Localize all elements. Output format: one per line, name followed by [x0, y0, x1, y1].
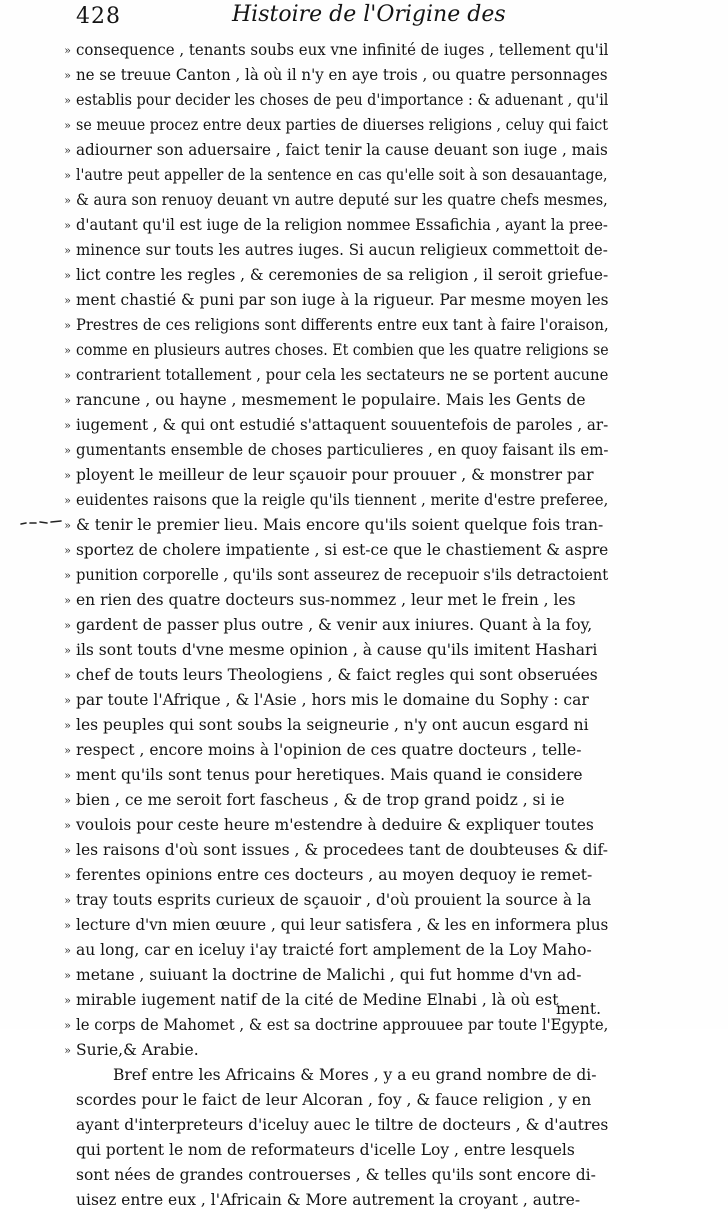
text-line — [55, 888, 615, 913]
text-line — [55, 1138, 615, 1163]
quote-marker: » — [64, 244, 71, 257]
line-text: consequence , tenants soubs eux vne infinité de iuges , tellement qu'il — [76, 41, 609, 59]
quote-marker: » — [64, 919, 71, 932]
text-line — [55, 738, 615, 763]
text-line — [55, 63, 615, 88]
text-line — [55, 638, 615, 663]
catchword: ment. — [556, 1000, 602, 1018]
quote-marker: » — [64, 194, 71, 207]
quote-marker: » — [64, 544, 71, 557]
quote-marker: » — [64, 119, 71, 132]
text-line — [55, 863, 615, 888]
text-line — [55, 588, 615, 613]
text-line — [55, 263, 615, 288]
quote-marker: » — [64, 44, 71, 57]
text-line — [55, 538, 615, 563]
line-text: ment qu'ils sont tenus pour heretiques. Mais quand ie considere — [76, 766, 583, 784]
line-text: ils sont touts d'vne mesme opinion , à cause qu'ils imitent Hashari — [76, 641, 598, 659]
text-line — [55, 288, 615, 313]
text-line — [55, 88, 615, 113]
line-text: ayant d'interpreteurs d'iceluy auec le tiltre de docteurs , & d'autres — [76, 1116, 609, 1134]
text-line — [55, 788, 615, 813]
quote-marker: » — [64, 894, 71, 907]
line-text: tray touts esprits curieux de sçauoir , d'où prouient la source à la — [76, 891, 592, 909]
line-text: uisez entre eux , l'Africain & More autrement la croyant , autre- — [76, 1191, 581, 1209]
quote-marker: » — [64, 594, 71, 607]
line-text: contrarient totallement , pour cela les sectateurs ne se portent aucune — [76, 366, 609, 384]
text-line — [55, 1013, 615, 1038]
text-line — [55, 213, 615, 238]
text-line — [55, 813, 615, 838]
quote-marker: » — [64, 569, 71, 582]
quote-marker: » — [64, 294, 71, 307]
text-line — [55, 613, 615, 638]
quote-marker: » — [64, 269, 71, 282]
text-line — [55, 1188, 615, 1213]
line-text: euidentes raisons que la reigle qu'ils tiennent , merite d'estre preferee, — [76, 491, 609, 509]
quote-marker: » — [64, 519, 71, 532]
quote-marker: » — [64, 844, 71, 857]
line-text: gardent de passer plus outre , & venir aux iniures. Quant à la foy, — [76, 616, 593, 634]
line-text: punition corporelle , qu'ils sont asseurez de recepuoir s'ils detractoient — [76, 566, 609, 584]
quote-marker: » — [64, 1044, 71, 1057]
text-line — [55, 38, 615, 63]
quote-marker: » — [64, 644, 71, 657]
text-line — [55, 713, 615, 738]
quote-marker: » — [64, 144, 71, 157]
line-text: chef de touts leurs Theologiens , & faict regles qui sont obseruées — [76, 666, 598, 684]
text-line — [55, 1063, 615, 1088]
quote-marker: » — [64, 994, 71, 1007]
line-text: voulois pour ceste heure m'estendre à deduire & expliquer toutes — [76, 816, 594, 834]
quote-marker: » — [64, 394, 71, 407]
line-text: & aura son renuoy deuant vn autre deputé sur les quatre chefs mesmes, — [76, 191, 608, 209]
text-line — [55, 163, 615, 188]
quote-marker: » — [64, 369, 71, 382]
line-text: ment chastié & puni par son iuge à la rigueur. Par mesme moyen les — [76, 291, 609, 309]
line-text: sportez de cholere impatiente , si est-ce que le chastiement & aspre — [76, 541, 609, 559]
line-text: gumentants ensemble de choses particulieres , en quoy faisant ils em- — [76, 441, 609, 459]
text-line — [55, 763, 615, 788]
quote-marker: » — [64, 219, 71, 232]
quote-marker: » — [64, 869, 71, 882]
body-text — [55, 38, 615, 1213]
text-line — [55, 338, 615, 363]
line-text: qui portent le nom de reformateurs d'icelle Loy , entre lesquels — [76, 1141, 575, 1159]
text-line — [55, 838, 615, 863]
page-number: 428 — [76, 4, 121, 29]
text-line — [55, 463, 615, 488]
text-line — [55, 1088, 615, 1113]
quote-marker: » — [64, 744, 71, 757]
line-text: rancune , ou hayne , mesmement le populaire. Mais les Gents de — [76, 391, 586, 409]
line-text: Surie,& Arabie. — [76, 1041, 199, 1059]
text-line — [55, 438, 615, 463]
text-line — [55, 1113, 615, 1138]
quote-marker: » — [64, 694, 71, 707]
quote-marker: » — [64, 69, 71, 82]
line-text: ferentes opinions entre ces docteurs , au moyen dequoy ie remet- — [76, 866, 593, 884]
text-line — [55, 388, 615, 413]
text-line — [55, 513, 615, 538]
line-text: par toute l'Afrique , & l'Asie , hors mis le domaine du Sophy : car — [76, 691, 589, 709]
running-head: Histoire de l'Origine des — [232, 2, 506, 27]
quote-marker: » — [64, 94, 71, 107]
text-line — [55, 188, 615, 213]
quote-marker: » — [64, 619, 71, 632]
text-line — [55, 1163, 615, 1188]
line-text: lict contre les regles , & ceremonies de sa religion , il seroit griefue- — [76, 266, 609, 284]
line-text: sont nées de grandes controuerses , & telles qu'ils sont encore di- — [76, 1166, 596, 1184]
line-text: Prestres de ces religions sont differents entre eux tant à faire l'oraison, — [76, 316, 609, 334]
line-text: l'autre peut appeller de la sentence en cas qu'elle soit à son desauantage, — [76, 166, 608, 184]
line-text: respect , encore moins à l'opinion de ces quatre docteurs , telle- — [76, 741, 582, 759]
text-line — [55, 963, 615, 988]
text-line — [55, 113, 615, 138]
line-text: comme en plusieurs autres choses. Et combien que les quatre religions se — [76, 341, 609, 359]
line-text: les raisons d'où sont issues , & procedees tant de doubteuses & dif- — [76, 841, 608, 859]
text-line — [55, 238, 615, 263]
line-text: establis pour decider les choses de peu d'importance : & aduenant , qu'il — [76, 91, 609, 109]
text-line — [55, 313, 615, 338]
line-text: les peuples qui sont soubs la seigneurie , n'y ont aucun esgard ni — [76, 716, 589, 734]
line-text: adiourner son aduersaire , faict tenir la cause deuant son iuge , mais — [76, 141, 608, 159]
line-text: se meuue procez entre deux parties de diuerses religions , celuy qui faict — [76, 116, 609, 134]
line-text: iugement , & qui ont estudié s'attaquent souuentefois de paroles , ar- — [76, 416, 609, 434]
quote-marker: » — [64, 319, 71, 332]
quote-marker: » — [64, 819, 71, 832]
line-text: Bref entre les Africains & Mores , y a eu grand nombre de di- — [113, 1066, 597, 1084]
text-line — [55, 938, 615, 963]
text-line — [55, 663, 615, 688]
text-line — [55, 138, 615, 163]
text-line — [55, 363, 615, 388]
line-text: mirable iugement natif de la cité de Medine Elnabi , là où est — [76, 991, 559, 1009]
quote-marker: » — [64, 469, 71, 482]
text-line — [55, 988, 615, 1013]
line-text: metane , suiuant la doctrine de Malichi , qui fut homme d'vn ad- — [76, 966, 582, 984]
quote-marker: » — [64, 719, 71, 732]
line-text: en rien des quatre docteurs sus-nommez , leur met le frein , les — [76, 591, 576, 609]
quote-marker: » — [64, 444, 71, 457]
line-text: d'autant qu'il est iuge de la religion nommee Essafichia , ayant la pree- — [76, 216, 608, 234]
line-text: minence sur touts les autres iuges. Si aucun religieux commettoit de- — [76, 241, 608, 259]
line-text: ne se treuue Canton , là où il n'y en aye trois , ou quatre personnages — [76, 66, 608, 84]
text-line — [55, 563, 615, 588]
line-text: le corps de Mahomet , & est sa doctrine approuuee par toute l'Egypte, — [76, 1016, 609, 1034]
quote-marker: » — [64, 669, 71, 682]
quote-marker: » — [64, 769, 71, 782]
line-text: & tenir le premier lieu. Mais encore qu'ils soient quelque fois tran- — [76, 516, 604, 534]
line-text: scordes pour le faict de leur Alcoran , foy , & fauce religion , y en — [76, 1091, 592, 1109]
quote-marker: » — [64, 344, 71, 357]
quote-marker: » — [64, 419, 71, 432]
text-line — [55, 488, 615, 513]
quote-marker: » — [64, 494, 71, 507]
text-line — [55, 413, 615, 438]
line-text: lecture d'vn mien œuure , qui leur satisfera , & les en informera plus — [76, 916, 609, 934]
line-text: au long, car en iceluy i'ay traicté fort amplement de la Loy Maho- — [76, 941, 592, 959]
quote-marker: » — [64, 169, 71, 182]
quote-marker: » — [64, 794, 71, 807]
line-text: bien , ce me seroit fort fascheus , & de trop grand poidz , si ie — [76, 791, 565, 809]
text-line — [55, 913, 615, 938]
quote-marker: » — [64, 944, 71, 957]
line-text: ployent le meilleur de leur sçauoir pour prouuer , & monstrer par — [76, 466, 594, 484]
text-line — [55, 1038, 615, 1063]
quote-marker: » — [64, 969, 71, 982]
quote-marker: » — [64, 1019, 71, 1032]
text-line — [55, 688, 615, 713]
